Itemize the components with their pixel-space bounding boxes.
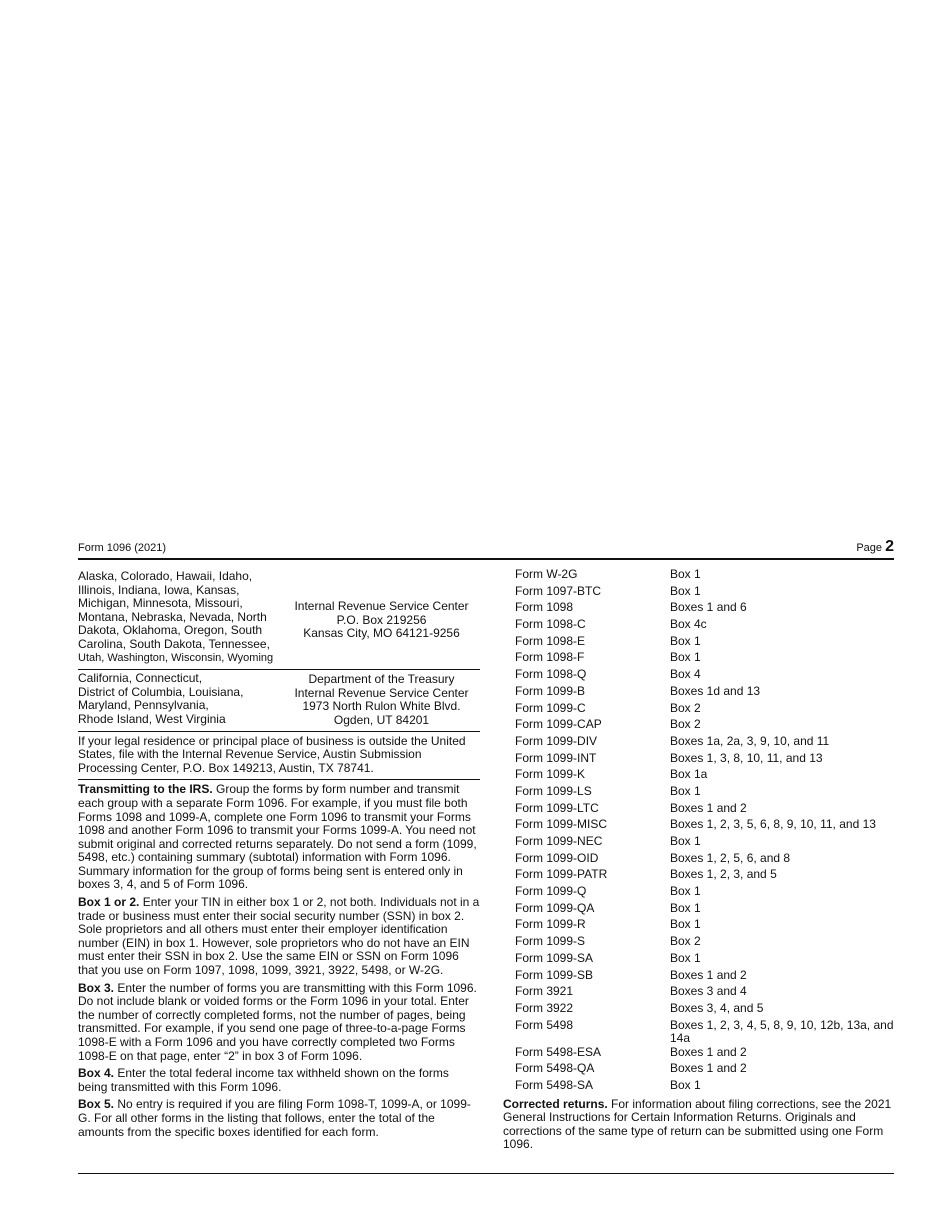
form-name-cell: Form 1099-OID	[515, 850, 599, 865]
table-row	[515, 1079, 906, 1096]
form-name-cell: Form 1099-SA	[515, 950, 594, 965]
form-name-cell: Form 1098-Q	[515, 667, 587, 682]
form-name-cell: Form 5498-ESA	[515, 1044, 602, 1059]
service-center-address	[283, 670, 480, 730]
address-row	[78, 568, 480, 670]
states-line: Alaska, Colorado, Hawaii, Idaho,	[78, 569, 253, 583]
boxes-cell: Box 2	[670, 934, 701, 949]
form-name-cell: Form 1099-K	[515, 767, 586, 782]
left-column	[78, 568, 480, 1139]
boxes-cell: Boxes 1, 3, 8, 10, 11, and 13	[670, 750, 823, 765]
boxes-cell: Box 4	[670, 667, 701, 682]
boxes-cell: Boxes 1 and 2	[670, 800, 747, 815]
boxes-cell: Boxes 1 and 2	[670, 1061, 747, 1076]
section-text: Enter the total federal income tax withheld shown on the forms being transmitted with this Form 1096.	[78, 1066, 449, 1094]
form-name-cell: Form 1099-NEC	[515, 834, 603, 848]
table-row	[515, 952, 906, 969]
form-name-cell: Form 1098-F	[515, 650, 585, 665]
table-row	[515, 1002, 906, 1019]
bottom-rule	[78, 1173, 894, 1174]
states-line: Michigan, Minnesota, Missouri,	[78, 596, 243, 611]
right-column	[503, 568, 894, 1152]
table-row	[515, 985, 906, 1002]
boxes-cell: Box 1	[670, 633, 701, 648]
corrected-returns	[503, 1098, 894, 1152]
form-name-cell: Form 1098	[515, 600, 574, 615]
form-name-cell: Form 1099-SB	[515, 967, 594, 982]
boxes-cell: Box 1	[670, 583, 701, 598]
section-text: Enter your TIN in either box 1 or 2, not both. Individuals not in a trade or business must enter their social security number (SSN) in box 2. Sole proprietors and all others must enter their employer identification number (EIN) in box 1. However, sole proprietors who do not have an EIN must enter their SSN in box 2. Use the same EIN or SSN on Form 1096 that you use on Form 1097, 1098, 1099, 3921, 3922, 5498, or W-2G.	[78, 895, 480, 978]
page-number-label	[856, 538, 894, 556]
table-row	[515, 935, 906, 952]
section-text: Group the forms by form number and transmit each group with a separate Form 1096. For example, if you must file both Forms 1098 and 1099-A, complete one Form 1096 to transmit your Forms 1098 and another Form 1096 to transmit your Forms 1099-A. You need not submit original and corrected returns separately. Do not send a form (1099, 5498, etc.) containing summary (subtotal) information with Form 1096. Summary information for the group of forms being sent is entered only in boxes 3, 4, and 5 of Form 1096.	[78, 782, 477, 892]
address-line: P.O. Box 219256	[336, 612, 427, 627]
instruction-transmitting	[78, 783, 480, 892]
form-title: Form 1096 (2021)	[78, 542, 167, 554]
table-row	[515, 685, 906, 702]
form-name-cell: Form 1098-E	[515, 633, 586, 648]
address-line: 1973 North Rulon White Blvd.	[302, 699, 461, 714]
form-name-cell: Form 1097-BTC	[515, 583, 602, 598]
states-line: District of Columbia, Louisiana,	[78, 684, 244, 699]
table-row	[515, 852, 906, 869]
form-name-cell: Form 3921	[515, 984, 574, 999]
table-row	[515, 885, 906, 902]
section-heading: Box 5.	[78, 1097, 115, 1112]
states-line: Carolina, South Dakota, Tennessee,	[78, 636, 270, 651]
states-list	[78, 568, 283, 669]
states-line: Montana, Nebraska, Nevada, North	[78, 609, 267, 624]
section-heading: Box 1 or 2.	[78, 895, 140, 910]
table-row	[515, 768, 906, 785]
states-line: California, Connecticut,	[78, 671, 203, 686]
table-row	[515, 752, 906, 769]
boxes-cell: Box 2	[670, 700, 701, 715]
boxes-cell: Boxes 3 and 4	[670, 984, 747, 999]
states-line: Utah, Washington, Wisconsin, Wyoming	[78, 651, 274, 664]
service-center-address	[283, 568, 480, 669]
table-row	[515, 1046, 906, 1063]
boxes-cell: Boxes 1a, 2a, 3, 9, 10, and 11	[670, 733, 830, 748]
table-row	[515, 1062, 906, 1079]
table-row	[515, 969, 906, 986]
instruction-box-4	[78, 1067, 480, 1094]
form-name-cell: Form 5498	[515, 1017, 574, 1032]
section-heading: Box 4.	[78, 1066, 115, 1081]
table-row	[515, 868, 906, 885]
form-name-cell: Form 1099-MISC	[515, 817, 608, 832]
form-name-cell: Form 1099-PATR	[515, 867, 608, 882]
boxes-cell: Box 1	[670, 900, 701, 915]
box-table	[515, 568, 906, 1096]
instruction-box-3	[78, 982, 480, 1064]
states-line: Maryland, Pennsylvania,	[78, 698, 209, 713]
page-header	[78, 538, 894, 560]
table-row	[515, 818, 906, 835]
boxes-cell: Boxes 1 and 2	[670, 1044, 747, 1059]
boxes-cell: Box 1	[670, 1077, 701, 1092]
table-row	[515, 668, 906, 685]
boxes-cell: Box 1a	[670, 767, 708, 782]
boxes-cell: Box 2	[670, 717, 701, 732]
boxes-cell: Box 1	[670, 884, 701, 899]
form-name-cell: Form 1099-S	[515, 934, 586, 949]
table-row	[515, 568, 906, 585]
table-row	[515, 735, 906, 752]
boxes-cell: Boxes 1, 2, 3, 5, 6, 8, 9, 10, 11, and 13	[670, 817, 876, 832]
form-name-cell: Form 1099-CAP	[515, 717, 602, 732]
form-name-cell: Form 3922	[515, 1000, 574, 1015]
boxes-cell: Box 4c	[670, 617, 707, 632]
form-name-cell: Form 1098-C	[515, 617, 586, 632]
section-text: No entry is required if you are filing Form 1098-T, 1099-A, or 1099-G. For all other forms in the listing that follows, enter the total of the amounts from the specific boxes identified for each form.	[78, 1097, 471, 1139]
section-heading: Corrected returns.	[503, 1096, 608, 1111]
table-row	[515, 601, 906, 618]
address-line: Internal Revenue Service Center	[294, 685, 469, 700]
address-line: Ogden, UT 84201	[333, 712, 430, 727]
states-list	[78, 670, 283, 730]
page-number: 2	[885, 538, 894, 555]
table-row	[515, 1019, 906, 1046]
table-row	[515, 918, 906, 935]
form-name-cell: Form 1099-DIV	[515, 733, 598, 748]
table-row	[515, 718, 906, 735]
states-line: Dakota, Oklahoma, Oregon, South	[78, 623, 263, 638]
table-row	[515, 785, 906, 802]
table-row	[515, 902, 906, 919]
form-name-cell: Form 1099-B	[515, 683, 586, 698]
form-name-cell: Form 1099-Q	[515, 884, 587, 899]
page-label: Page	[856, 542, 883, 554]
form-name-cell: Form 5498-SA	[515, 1077, 594, 1092]
boxes-cell: Box 1	[670, 567, 701, 581]
form-name-cell: Form 1099-LS	[515, 783, 592, 798]
form-name-cell: Form 1099-INT	[515, 750, 597, 765]
boxes-cell: Box 1	[670, 783, 701, 798]
boxes-cell: Boxes 1 and 2	[670, 967, 747, 982]
foreign-address-note: If your legal residence or principal place of business is outside the United States, file with the Internal Revenue Service, Austin Submission Processing Center, P.O. Box 149213, Austin, TX 78741.	[78, 732, 480, 781]
form-name-cell: Form 1099-R	[515, 917, 586, 932]
address-row	[78, 670, 480, 731]
boxes-cell: Boxes 1, 2, 3, 4, 5, 8, 9, 10, 12b, 13a, and 14a	[670, 1017, 894, 1046]
instruction-box-1-2	[78, 896, 480, 978]
boxes-cell: Boxes 3, 4, and 5	[670, 1000, 764, 1015]
boxes-cell: Boxes 1d and 13	[670, 683, 761, 698]
states-line: Rhode Island, West Virginia	[78, 711, 226, 726]
table-row	[515, 585, 906, 602]
address-line: Department of the Treasury	[308, 672, 455, 687]
section-text: For information about filing corrections, see the 2021 General Instructions for Certain Information Returns. Originals and corrections of the same type of return can be submitted using one Form 1096.	[503, 1096, 892, 1152]
table-row	[515, 618, 906, 635]
boxes-cell: Box 1	[670, 650, 701, 665]
boxes-cell: Box 1	[670, 917, 701, 932]
boxes-cell: Boxes 1, 2, 3, and 5	[670, 867, 777, 882]
form-name-cell: Form 1099-LTC	[515, 800, 599, 815]
boxes-cell: Box 1	[670, 950, 701, 965]
table-row	[515, 635, 906, 652]
form-name-cell: Form 1099-QA	[515, 900, 595, 915]
table-row	[515, 651, 906, 668]
instruction-box-5	[78, 1098, 480, 1139]
boxes-cell: Box 1	[670, 834, 701, 848]
form-name-cell: Form 1099-C	[515, 700, 586, 715]
form-name-cell: Form W-2G	[515, 567, 578, 581]
address-line: Internal Revenue Service Center	[294, 599, 469, 614]
states-line: Illinois, Indiana, Iowa, Kansas,	[78, 582, 240, 597]
section-text: Enter the number of forms you are transmitting with this Form 1096. Do not include blank or voided forms or the Form 1096 in your total. Enter the number of correctly completed forms, not the number of pages, being transmitted. For example, if you send one page of three-to-a-page Forms 1098-E with a Form 1096 and you have correctly completed two Forms 1098-E on that page, enter “2” in box 3 of Form 1096.	[78, 980, 477, 1063]
boxes-cell: Boxes 1, 2, 5, 6, and 8	[670, 850, 791, 865]
address-line: Kansas City, MO 64121-9256	[303, 626, 460, 641]
table-row	[515, 702, 906, 719]
boxes-cell: Boxes 1 and 6	[670, 600, 747, 615]
section-heading: Transmitting to the IRS.	[78, 782, 213, 797]
table-row	[515, 802, 906, 819]
form-name-cell: Form 5498-QA	[515, 1061, 595, 1076]
table-row	[515, 835, 906, 852]
section-heading: Box 3.	[78, 980, 115, 995]
